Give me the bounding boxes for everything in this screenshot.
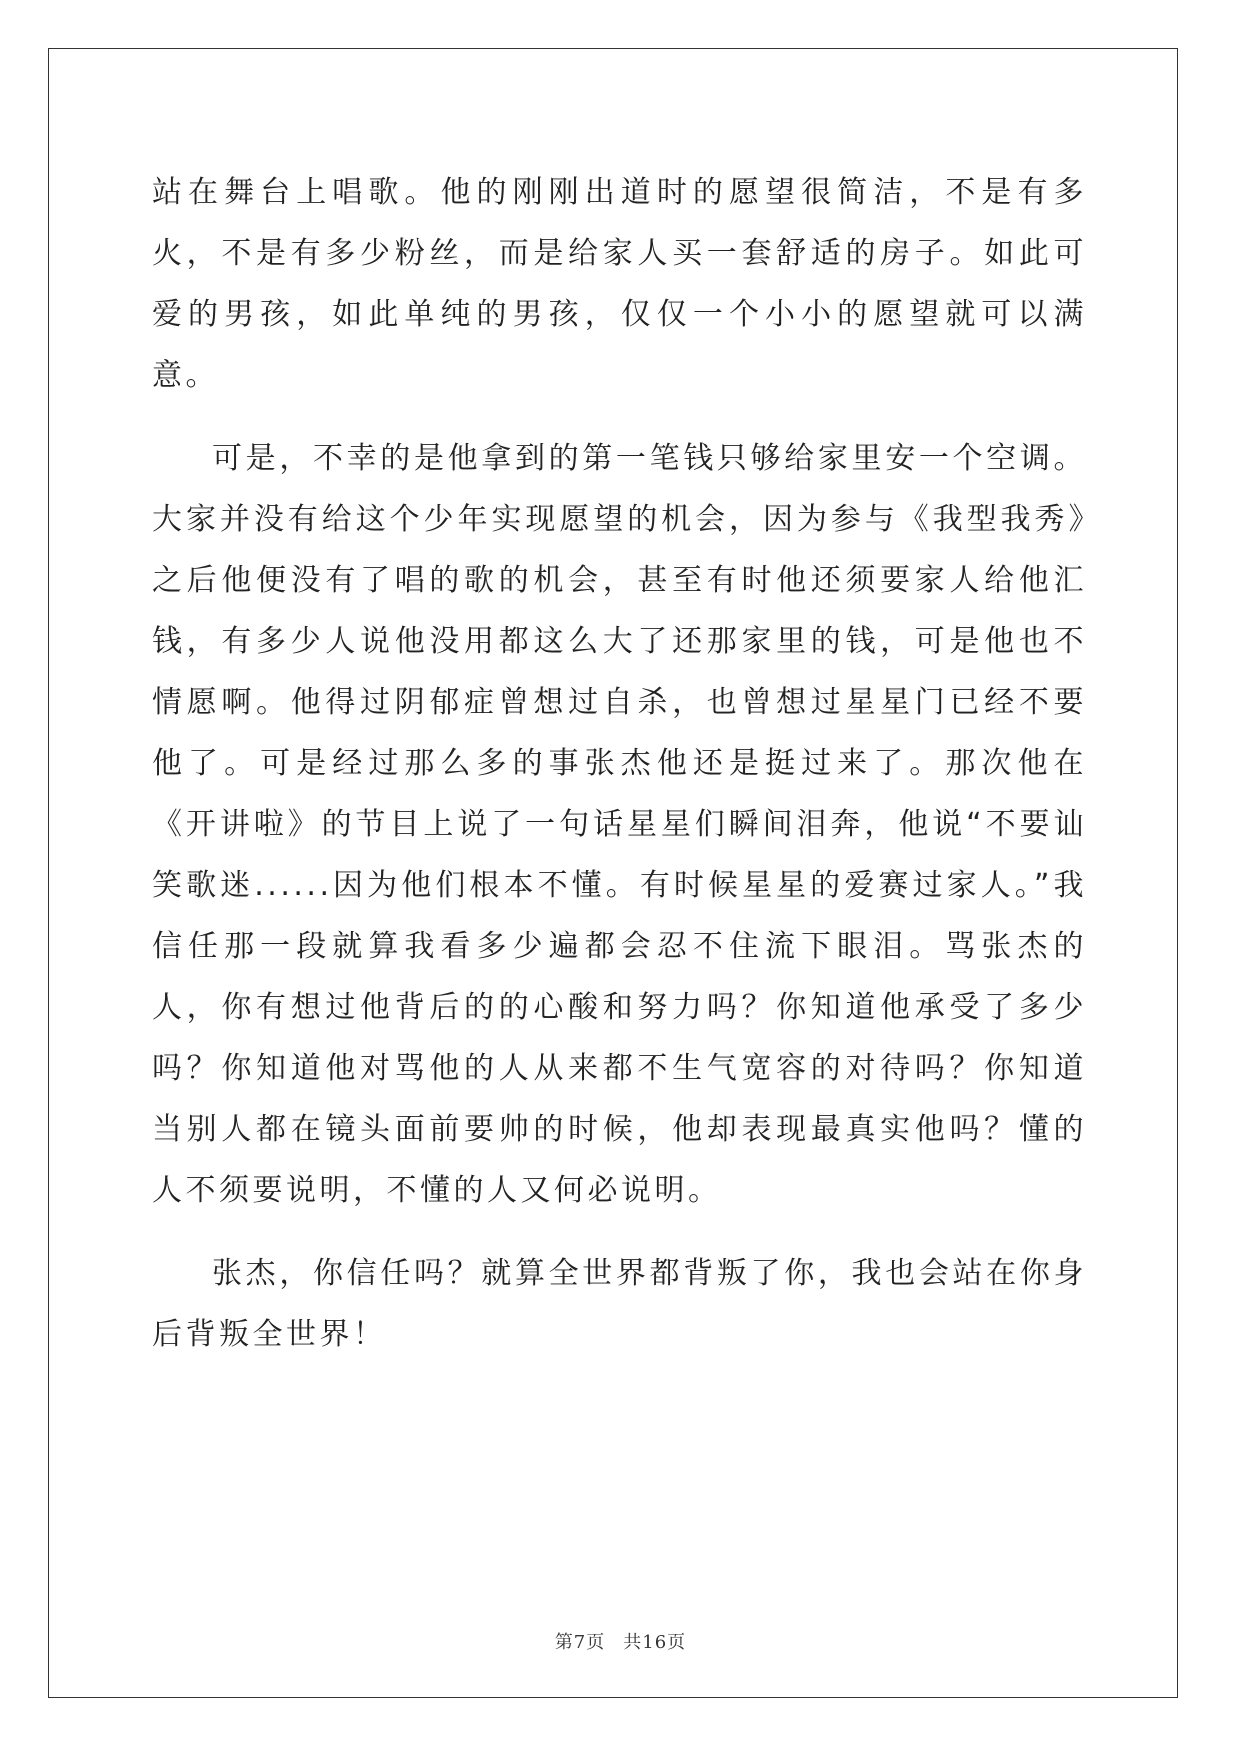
page-footer bbox=[0, 1628, 1241, 1654]
page-total: 共16页 bbox=[623, 1632, 687, 1653]
page-number: 第7页 bbox=[554, 1632, 606, 1653]
paragraph-main: 可是，不幸的是他拿到的第一笔钱只够给家里安一个空调。大家并没有给这个少年实现愿望的机会，因为参与《我型我秀》之后他便没有了唱的歌的机会，甚至有时他还须要家人给他汇钱，有多少人说他没用都这么大了还那家里的钱，可是他也不情愿啊。他得过阴郁症曾想过自杀，也曾想过星星门已经不要他了。可是经过那么多的事张杰他还是挺过来了。那次他在《开讲啦》的节目上说了一句话星星们瞬间泪奔，他说“不要讪笑歌迷......因为他们根本不懂。有时候星星的爱赛过家人。”我信任那一段就算我看多少遍都会忍不住流下眼泪。骂张杰的人，你有想过他背后的的心酸和努力吗？你知道他承受了多少吗？你知道他对骂他的人从来都不生气宽容的对待吗？你知道当别人都在镜头面前要帅的时候，他却表现最真实他吗？懂的人不须要说明，不懂的人又何必说明。 bbox=[152, 441, 1087, 1208]
document-body bbox=[152, 162, 1087, 1387]
paragraph-continued: 站在舞台上唱歌。他的刚刚出道时的愿望很简洁，不是有多火，不是有多少粉丝，而是给家人买一套舒适的房子。如此可爱的男孩，如此单纯的男孩，仅仅一个小小的愿望就可以满意。 bbox=[152, 175, 1087, 393]
paragraph-closing: 张杰，你信任吗？就算全世界都背叛了你，我也会站在你身后背叛全世界！ bbox=[152, 1256, 1087, 1352]
